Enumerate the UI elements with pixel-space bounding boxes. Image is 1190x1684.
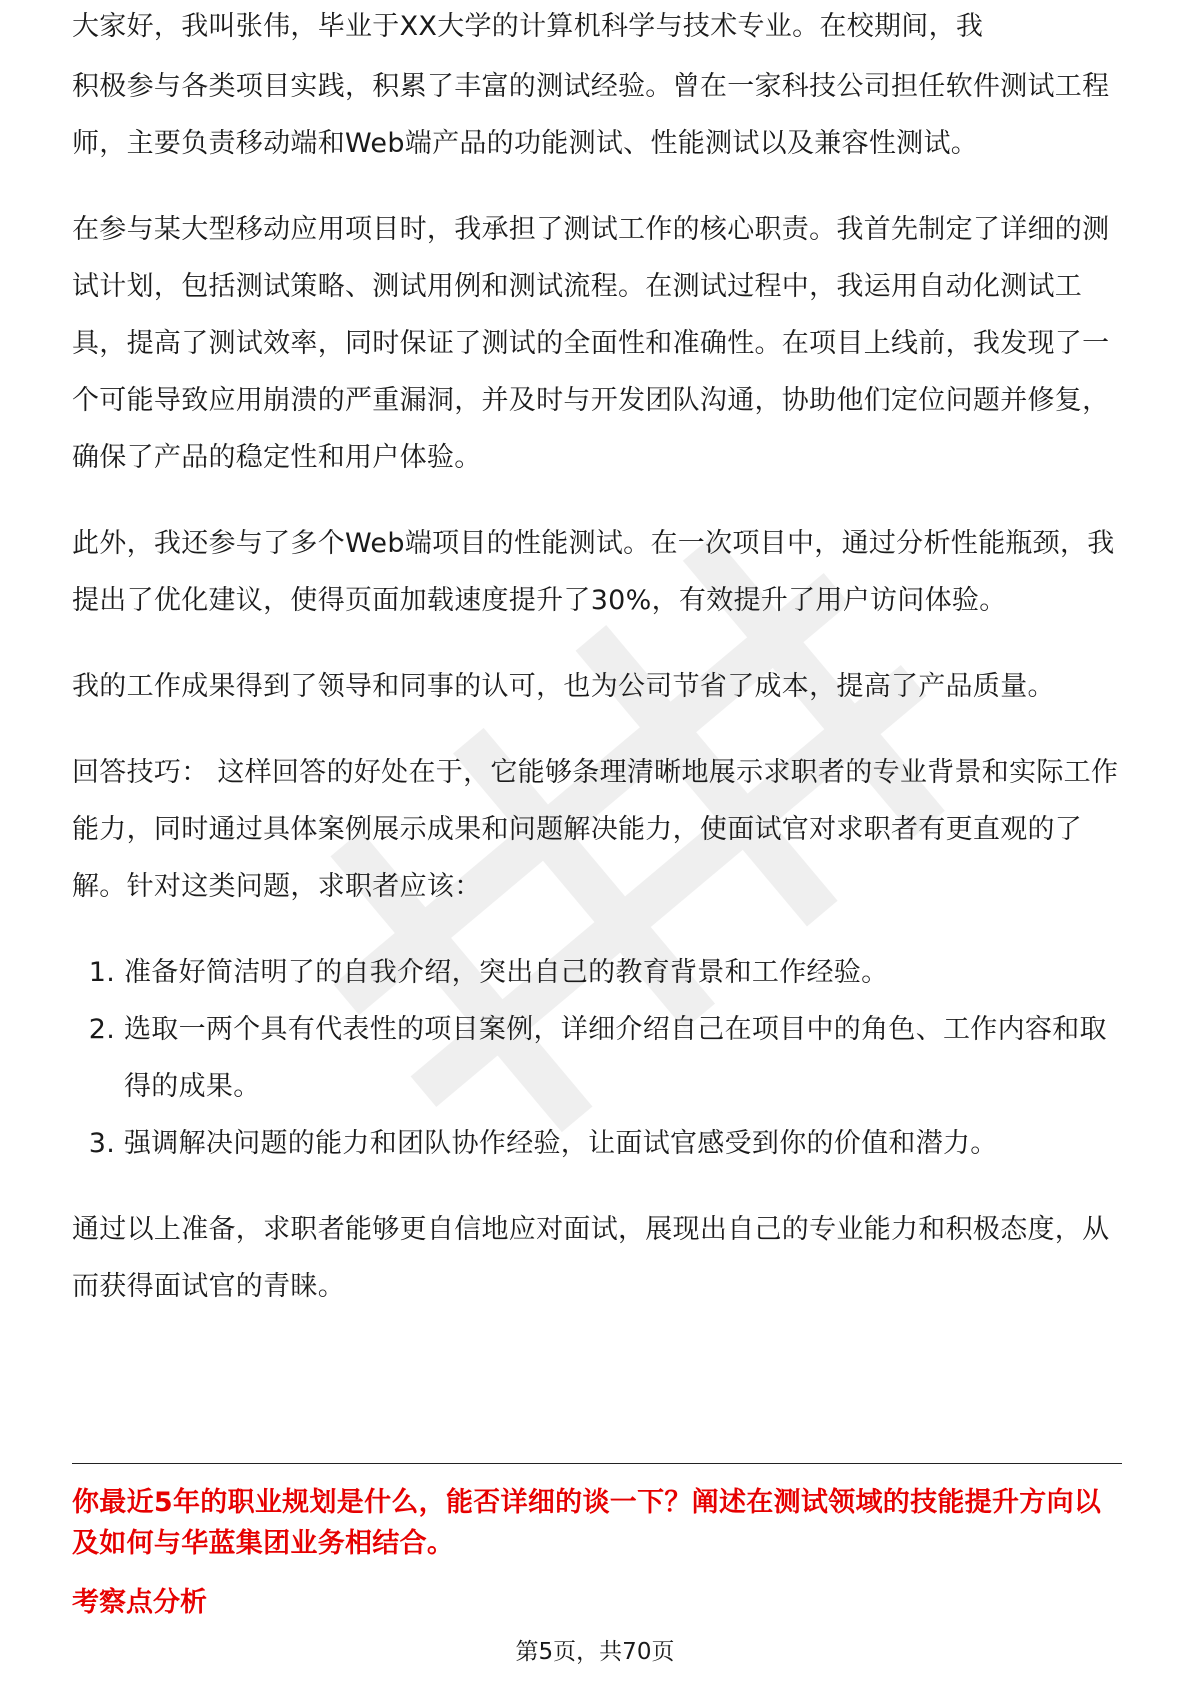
list-item: 2. 选取一两个具有代表性的项目案例，详细介绍自己在项目中的角色、工作内容和取得的成果。: [124, 1001, 1122, 1115]
main-content: [72, 11, 1122, 1344]
paragraph-achievements: 我的工作成果得到了领导和同事的认可，也为公司节省了成本，提高了产品质量。: [72, 671, 1055, 702]
next-question-heading: 你最近5年的职业规划是什么，能否详细的谈一下？阐述在测试领域的技能提升方向以及如何与华蓝集团业务相结合。: [72, 1487, 1102, 1559]
paragraph-project-experience: 在参与某大型移动应用项目时，我承担了测试工作的核心职责。我首先制定了详细的测试计划，包括测试策略、测试用例和测试流程。在测试过程中，我运用自动化测试工具，提高了测试效率，同时保证了测试的全面性和准确性。在项目上线前，我发现了一个可能导致应用崩溃的严重漏洞，并及时与开发团队沟通，协助他们定位问题并修复，确保了产品的稳定性和用户体验。: [72, 214, 1110, 473]
paragraph-answer-tips: 回答技巧： 这样回答的好处在于，它能够条理清晰地展示求职者的专业背景和实际工作能力，同时通过具体案例展示成果和问题解决能力，使面试官对求职者有更直观的了解。针对这类问题，求职者应该：: [72, 757, 1119, 902]
analysis-section-title: 考察点分析: [72, 1587, 207, 1618]
paragraph-intro-clipped-line: 大家好，我叫张伟，毕业于XX大学的计算机科学与技术专业。在校期间，我: [72, 11, 984, 42]
paragraph-intro: [72, 11, 1122, 172]
tips-list: [72, 944, 1122, 1172]
page-footer: 第5页，共70页: [515, 1639, 675, 1665]
paragraph-intro-rest: 积极参与各类项目实践，积累了丰富的测试经验。曾在一家科技公司担任软件测试工程师，主要负责移动端和Web端产品的功能测试、性能测试以及兼容性测试。: [72, 71, 1110, 159]
list-item: 1. 准备好简洁明了的自我介绍，突出自己的教育背景和工作经验。: [124, 944, 1122, 1001]
section-divider: [72, 1463, 1122, 1464]
paragraph-conclusion: 通过以上准备，求职者能够更自信地应对面试，展现出自己的专业能力和积极态度，从而获得面试官的青睐。: [72, 1214, 1110, 1302]
list-item: 3. 强调解决问题的能力和团队协作经验，让面试官感受到你的价值和潜力。: [124, 1115, 1122, 1172]
paragraph-performance-testing: 此外，我还参与了多个Web端项目的性能测试。在一次项目中，通过分析性能瓶颈，我提出了优化建议，使得页面加载速度提升了30%，有效提升了用户访问体验。: [72, 528, 1115, 616]
